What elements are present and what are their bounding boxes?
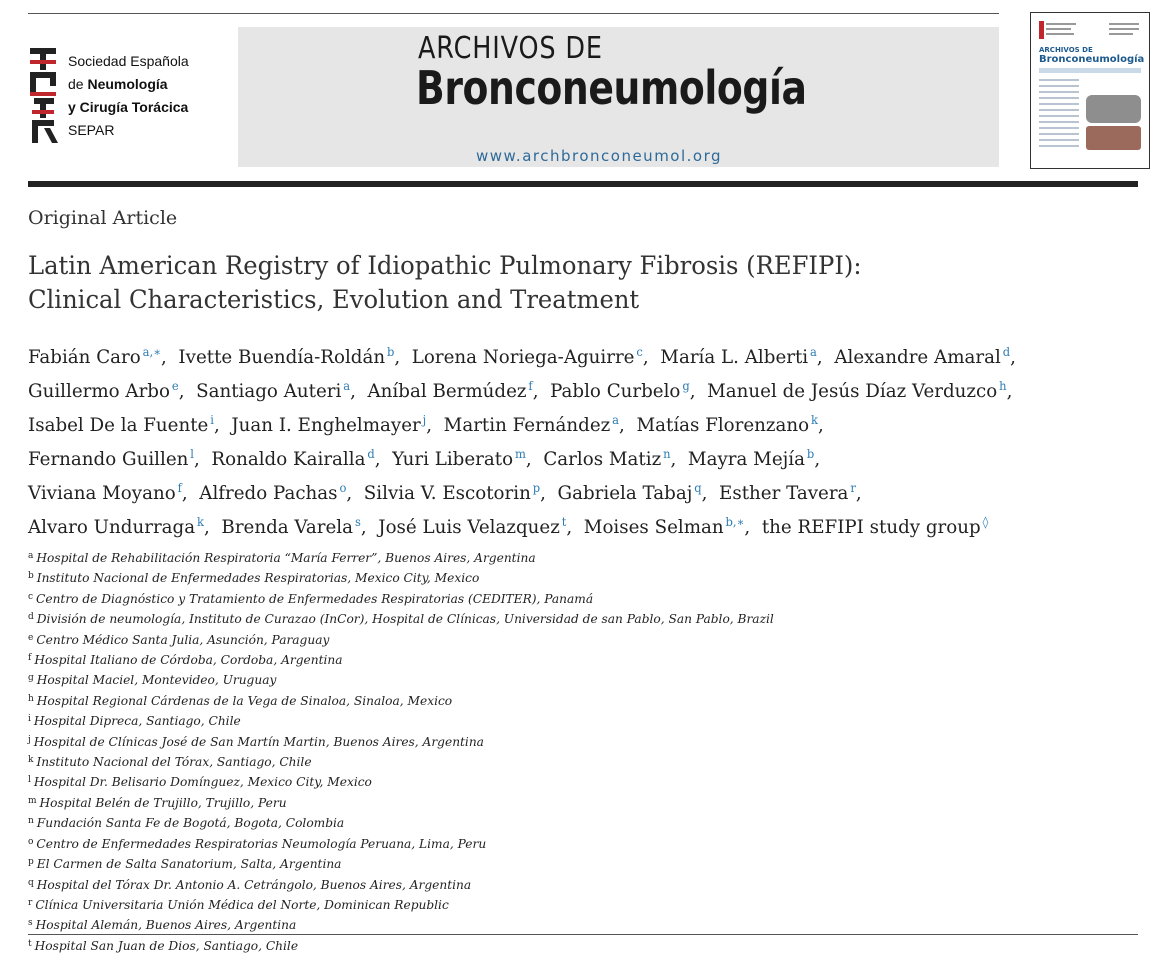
author-name: María L. Alberti <box>660 346 809 368</box>
affiliation-text: Hospital Maciel, Montevideo, Uruguay <box>36 673 277 688</box>
affiliation-item <box>28 914 1128 934</box>
affiliation-text: Hospital del Tórax Dr. Antonio A. Cetrángolo, Buenos Aires, Argentina <box>36 877 472 892</box>
affiliation-item <box>28 935 1128 955</box>
affiliation-text: Hospital Belén de Trujillo, Trujillo, Peru <box>39 795 287 810</box>
author-name: Aníbal Bermúdez <box>367 380 527 402</box>
affiliation-key: b <box>28 571 34 582</box>
affiliation-key: c <box>28 591 34 602</box>
header-divider <box>28 181 1138 187</box>
author-affiliation-link[interactable]: b <box>806 447 815 461</box>
author-name: Guillermo Arbo <box>28 380 170 402</box>
author-name: Moises Selman <box>583 516 724 538</box>
affiliation-item <box>28 710 1128 730</box>
author-affiliation-link[interactable]: r <box>850 481 856 495</box>
affiliation-item <box>28 608 1128 628</box>
bottom-rule <box>28 934 1138 935</box>
affiliation-text: Centro Médico Santa Julia, Asunción, Paraguay <box>36 632 330 647</box>
affiliation-item <box>28 567 1128 587</box>
author-name: Yuri Liberato <box>392 448 514 470</box>
author-name: Isabel De la Fuente <box>28 414 209 436</box>
author-affiliation-link[interactable]: d <box>367 447 375 461</box>
affiliation-item <box>28 588 1128 608</box>
article-type: Original Article <box>28 207 178 229</box>
affiliation-item <box>28 874 1128 894</box>
affiliation-key: t <box>28 938 32 949</box>
author-affiliation-link[interactable]: o <box>339 481 347 495</box>
author-affiliation-link[interactable]: q <box>694 481 702 495</box>
author-name: Ronaldo Kairalla <box>211 448 366 470</box>
affiliation-item <box>28 894 1128 914</box>
society-logo <box>28 48 228 144</box>
author-affiliation-link[interactable]: a,∗ <box>142 345 162 359</box>
affiliation-key: d <box>28 612 34 623</box>
journal-name-line2: Bronconeumología <box>416 61 807 115</box>
article-title-line2: Clinical Characteristics, Evolution and Treatment <box>28 285 640 314</box>
author-affiliation-link[interactable]: g <box>682 379 690 393</box>
affiliation-item <box>28 751 1128 771</box>
author-name: José Luis Velazquez <box>378 516 560 538</box>
article-title-line1: Latin American Registry of Idiopathic Pulmonary Fibrosis (REFIPI): <box>28 251 862 280</box>
author-affiliation-link[interactable]: p <box>532 481 541 495</box>
author-affiliation-link[interactable]: m <box>514 447 526 461</box>
affiliation-key: s <box>28 918 33 929</box>
journal-url-link[interactable]: www.archbronconeumol.org <box>476 147 723 165</box>
author-affiliation-link[interactable]: d <box>1002 345 1011 359</box>
author-name: Brenda Varela <box>221 516 354 538</box>
society-line1: Sociedad Española <box>68 53 189 69</box>
author-affiliation-link[interactable]: e <box>171 379 179 393</box>
affiliation-key: h <box>28 693 34 704</box>
affiliation-text: El Carmen de Salta Sanatorium, Salta, Argentina <box>36 857 342 872</box>
author-affiliation-link[interactable]: k <box>197 515 205 529</box>
author-name: Mayra Mejía <box>687 448 806 470</box>
affiliation-key: r <box>28 897 33 908</box>
author-name: Viviana Moyano <box>28 482 176 504</box>
author-affiliation-link[interactable]: n <box>663 447 671 461</box>
affiliation-text: Hospital de Clínicas José de San Martín Martin, Buenos Aires, Argentina <box>33 734 484 749</box>
cover-title-line2: Bronconeumología <box>1039 54 1145 65</box>
affiliation-item <box>28 669 1128 689</box>
author-affiliation-link[interactable]: h <box>999 379 1007 393</box>
author-name: Esther Tavera <box>719 482 849 504</box>
author-name: Alexandre Amaral <box>834 346 1001 368</box>
affiliation-text: División de neumología, Instituto de Curazao (InCor), Hospital de Clínicas, Universidad de san Pablo, San Pablo, Brazil <box>36 612 774 627</box>
affiliation-key: o <box>28 836 34 847</box>
cover-title-line1: ARCHIVOS DE <box>1039 46 1093 54</box>
society-line4: SEPAR <box>68 122 115 138</box>
affiliation-text: Centro de Diagnóstico y Tratamiento de Enfermedades Respiratorias (CEDITER), Panamá <box>36 591 594 606</box>
affiliation-key: n <box>28 816 34 827</box>
affiliation-list <box>28 547 1128 955</box>
journal-banner <box>238 27 999 167</box>
affiliation-item <box>28 731 1128 751</box>
affiliation-key: i <box>28 714 31 725</box>
affiliation-text: Fundación Santa Fe de Bogotá, Bogota, Colombia <box>36 816 345 831</box>
author-name: Carlos Matiz <box>543 448 662 470</box>
author-affiliation-link[interactable]: i <box>210 413 214 427</box>
author-affiliation-link[interactable]: a <box>810 345 817 359</box>
author-affiliation-link[interactable]: b,∗ <box>725 515 745 529</box>
affiliation-key: m <box>28 795 37 806</box>
affiliation-item <box>28 853 1128 873</box>
affiliation-item <box>28 792 1128 812</box>
author-affiliation-link[interactable]: k <box>811 413 819 427</box>
affiliation-item <box>28 649 1128 669</box>
affiliation-key: j <box>28 734 31 745</box>
author-name: Lorena Noriega-Aguirre <box>411 346 635 368</box>
cover-surgery-image-icon <box>1086 126 1141 150</box>
affiliation-text: Instituto Nacional de Enfermedades Respiratorias, Mexico City, Mexico <box>36 571 480 586</box>
affiliation-item <box>28 771 1128 791</box>
cover-header-icon <box>1039 21 1141 43</box>
article-title <box>28 249 1095 317</box>
author-name: Silvia V. Escotorin <box>363 482 531 504</box>
affiliation-text: Hospital San Juan de Dios, Santiago, Chile <box>34 938 299 953</box>
author-name: Santiago Auteri <box>196 380 342 402</box>
society-line2: de Neumología <box>68 76 168 92</box>
affiliation-text: Centro de Enfermedades Respiratorias Neumología Peruana, Lima, Peru <box>36 836 487 851</box>
author-name: Manuel de Jesús Díaz Verduzco <box>707 380 998 402</box>
author-affiliation-link[interactable]: a <box>343 379 351 393</box>
affiliation-key: f <box>28 653 32 664</box>
cover-lung-image-icon <box>1086 95 1141 123</box>
affiliation-item <box>28 833 1128 853</box>
author-affiliation-link[interactable]: c <box>636 345 643 359</box>
affiliation-text: Hospital Dr. Belisario Domínguez, Mexico City, Mexico <box>33 775 372 790</box>
author-name: Juan I. Enghelmayer <box>231 414 421 436</box>
author-list: Fabián Caro $^{a,∗}$, Ivette Buendía-Roldán $^b$, Lorena Noriega-Aguirre $^c$, María L. Alberti $^a$, Alexandre Amaral $^d$, Guillermo Arbo $^e$, Santiago Auteri $^a$, Aníbal Bermúdez $^f$, Pablo Curbelo $^g$, Manuel de Jesús Díaz Verduzco $^h$, Isabel De la Fuente $^i$, Juan I. Enghelmayer $^j$, Martin Fernández $^a$, Matías Florenzano $^k$, Fernando Guillen $^l$, Ronaldo Kairalla $^d$, Yuri Liberato $^m$, Carlos Matiz $^n$, Mayra Mejía $^b$, Viviana Moyano $^f$, Alfredo Pachas $^o$, Silvia V. Escotorin $^p$, Gabriela Tabaj $^q$, Esther Tavera $^r$, Alvaro Undurraga $^k$, Brenda Varela $^s$, José Luis Velazquez $^t$, Moises Selman $^{b,∗}$, the REFIPI study group ◊ <box>28 345 1028 538</box>
affiliation-key: e <box>28 632 34 643</box>
affiliation-key: l <box>28 775 31 786</box>
author-affiliation-link[interactable]: b <box>387 345 395 359</box>
author-name: Fabián Caro <box>28 346 141 368</box>
affiliation-text: Hospital Alemán, Buenos Aires, Argentina <box>35 918 297 933</box>
affiliation-key: p <box>28 857 34 868</box>
affiliation-item <box>28 690 1128 710</box>
affiliation-item <box>28 629 1128 649</box>
separ-logo-icon <box>28 48 58 143</box>
author-name: Fernando Guillen <box>28 448 189 470</box>
top-rule <box>28 13 999 14</box>
society-name <box>68 50 189 142</box>
affiliation-text: Hospital Dipreca, Santiago, Chile <box>33 714 241 729</box>
author-name: Alvaro Undurraga <box>28 516 196 538</box>
society-line3: y Cirugía Torácica <box>68 99 189 115</box>
author-affiliation-link[interactable]: s <box>354 515 361 529</box>
author-affiliation-link[interactable]: l <box>190 447 194 461</box>
affiliation-key: q <box>28 877 34 888</box>
author-affiliation-link[interactable]: a <box>612 413 620 427</box>
author-name: Gabriela Tabaj <box>557 482 693 504</box>
author-name: Matías Florenzano <box>636 414 810 436</box>
affiliation-text: Hospital de Rehabilitación Respiratoria “María Ferrer”, Buenos Aires, Argentina <box>36 551 536 565</box>
affiliation-text: Hospital Regional Cárdenas de la Vega de Sinaloa, Sinaloa, Mexico <box>36 693 453 708</box>
journal-name-line1: ARCHIVOS DE <box>418 31 603 66</box>
author-name: the REFIPI study group <box>761 516 981 538</box>
affiliation-text: Clínica Universitaria Unión Médica del Norte, Dominican Republic <box>35 897 449 912</box>
affiliation-item <box>28 547 1128 567</box>
author-name: Alfredo Pachas <box>199 482 338 504</box>
affiliation-text: Hospital Italiano de Córdoba, Cordoba, Argentina <box>34 653 343 668</box>
author-affiliation-link[interactable]: f <box>528 379 533 393</box>
author-name: Ivette Buendía-Roldán <box>178 346 386 368</box>
author-affiliation-link[interactable]: f <box>177 481 182 495</box>
journal-cover-thumbnail <box>1030 12 1150 169</box>
cover-bar <box>1039 68 1141 73</box>
affiliation-key: k <box>28 755 34 766</box>
author-affiliation-link[interactable]: j <box>422 413 427 427</box>
cover-contents-lines <box>1039 79 1079 151</box>
author-name: Pablo Curbelo <box>550 380 681 402</box>
author-name: Martin Fernández <box>443 414 611 436</box>
affiliation-key: a <box>28 551 34 561</box>
author-affiliation-link[interactable]: t <box>561 515 567 529</box>
author-affiliation-link[interactable]: ◊ <box>982 515 989 529</box>
affiliation-text: Instituto Nacional del Tórax, Santiago, Chile <box>36 755 312 770</box>
affiliation-key: g <box>28 673 34 684</box>
affiliation-item <box>28 812 1128 832</box>
